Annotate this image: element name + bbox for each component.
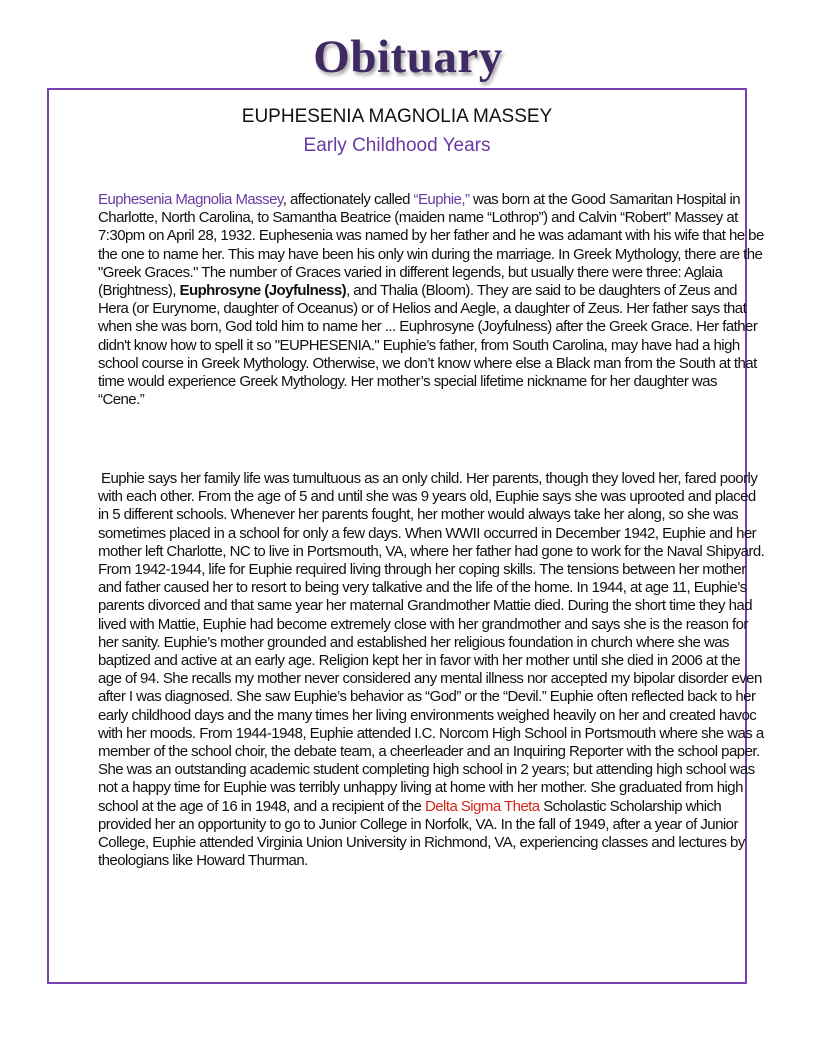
section-title: Early Childhood Years — [303, 135, 491, 156]
nickname-highlight: “Euphie,” — [413, 191, 470, 208]
paragraph-text: , affectionately called — [282, 191, 414, 208]
paragraph-birth — [98, 191, 766, 409]
name-highlight: Euphesenia Magnolia Massey — [98, 191, 283, 208]
paragraph-childhood — [98, 470, 766, 870]
person-name-heading: EUPHESENIA MAGNOLIA MASSEY — [241, 106, 553, 127]
paragraph-text: Euphie says her family life was tumultuous as an only child. Her parents, though they loved her, fared poorly with each other. From the age of 5 and until she was 9 years old, Euphie says she was uprooted and placed in 5 different schools. Whenever her parents fought, her mother would always take her along, so she was sometimes placed in a school for only a few days. When WWII occurred in December 1942, Euphie and her mother left Charlotte, NC to live in Portsmouth, VA, where her father had gone to work for the Naval Shipyard. From 1942-1944, life for Euphie required living through her coping skills. The tensions between her mother and father caused her to resort to being very talkative and the life of the home. In 1944, at age 11, Euphie’s parents divorced and that same year her maternal Grandmother Mattie died. During the short time they had lived with Mattie, Euphie had become extremely close with her grandmother and says she is the reason for her sanity. Euphie’s mother grounded and established her religious foundation in church where she was baptized and active at an early age. Religion kept her in favor with her mother until she died in 2006 at the age of 94. She recalls my mother never considered any mental illness nor accepted my bipolar disorder even after I was diagnosed. She saw Euphie’s behavior as “God” or the “Devil.” Euphie often reflected back to her early childhood days and the many times her living environments weighed heavily on her and created havoc with her moods. From 1944-1948, Euphie attended I.C. Norcom High School in Portsmouth where she was a member of the school choir, the debate team, a cheerleader and an Inquiring Reporter with the school paper. She was an outstanding academic student completing high school in 2 years; but attending high school was not a happy time for Euphie was terribly unhappy living at home with her mother. She graduated from high school at the age of 16 in 1948, and a recipient of the — [98, 470, 765, 815]
org-highlight: Delta Sigma Theta — [424, 797, 540, 815]
grace-bold-text: Euphrosyne (Joyfulness) — [179, 282, 347, 300]
paragraph-text: was born at the Good Samaritan Hospital in Charlotte, North Carolina, to Samantha Beatrice (maiden name “Lothrop”) and Calvin “Robert” Massey at 7:30pm on April 28, 1932. Euphesenia was named by her father and he was adamant with his wife that he be the one to name her. This may have been his only win during the marriage. In Greek Mythology, there are the "Greek Graces." The number of Graces varied in different legends, but usually there were three: Aglaia (Brightness), — [98, 191, 764, 300]
paragraph-text: Scholastic Scholarship which provided her an opportunity to go to Junior College in Norfolk, VA. In the fall of 1949, after a year of Junior College, Euphie attended Virginia Union University in Richmond, VA, experiencing classes and lectures by theologians like Howard Thurman. — [98, 797, 745, 870]
paragraph-text: , and Thalia (Bloom). They are said to be daughters of Zeus and Hera (or Eurynome, daughter of Oceanus) or of Helios and Aegle, a daughter of Zeus. Her father says that when she was born, God told him to name her ... Euphrosyne (Joyfulness) after the Greek Grace. Her father didn't know how to spell it so "EUPHESENIA." Euphie’s father, from South Carolina, may have had a high school course in Greek Mythology. Otherwise, we don’t know where else a Black man from the South at that time would experience Greek Mythology. Her mother’s special lifetime nickname for her daughter was “Cene.” — [98, 282, 758, 409]
page-title: Obituary — [313, 31, 503, 83]
